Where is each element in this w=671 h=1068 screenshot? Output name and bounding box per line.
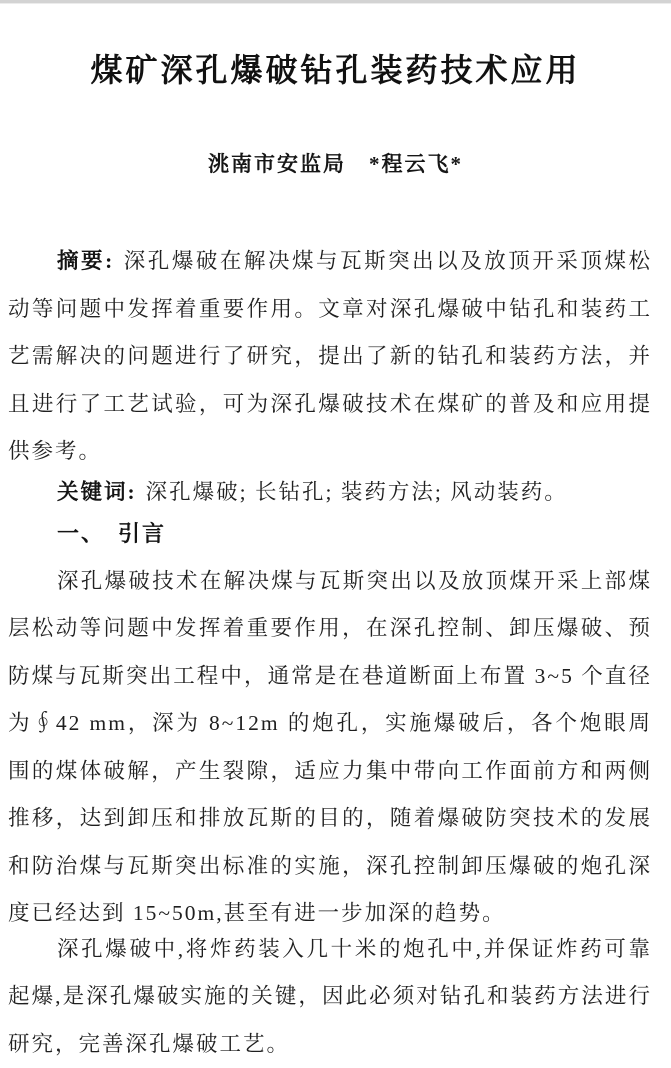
abstract-label: 摘要: [57, 249, 114, 273]
keywords-label: 关键词: [57, 480, 137, 504]
keywords-text: 深孔爆破; 长钻孔; 装药方法; 风动装药。 [146, 480, 568, 504]
abstract-text: 深孔爆破在解决煤与瓦斯突出以及放顶开采顶煤松动等问题中发挥着重要作用。文章对深孔爆破中钻孔和装药工艺需解决的问题进行了研究，提出了新的钻孔和装药方法，并且进行了工艺试验，可为深孔爆破技术在煤矿的普及和应用提供参考。 [8, 249, 652, 463]
intro-paragraph-2: 深孔爆破中,将炸药装入几十米的炮孔中,并保证炸药可靠起爆,是深孔爆破实施的关键，因此必须对钻孔和装药方法进行研究，完善深孔爆破工艺。 [8, 926, 652, 1068]
abstract-paragraph [8, 238, 652, 476]
window-top-edge [0, 0, 671, 4]
section-heading-introduction: 一、 引言 [8, 510, 652, 558]
page-title: 煤矿深孔爆破钻孔装药技术应用 [0, 51, 671, 89]
author-line: 洮南市安监局 *程云飞* [0, 152, 671, 176]
keywords-paragraph [8, 469, 652, 517]
document-body [8, 238, 652, 1068]
intro-paragraph-1: 深孔爆破技术在解决煤与瓦斯突出以及放顶煤开采上部煤层松动等问题中发挥着重要作用，在深孔控制、卸压爆破、预防煤与瓦斯突出工程中，通常是在巷道断面上布置 3~5 个直径为∮42 mm，深为 8~12m 的炮孔，实施爆破后，各个炮眼周围的煤体破解，产生裂隙，适应力集中带向工作面前方和两侧推移，达到卸压和排放瓦斯的目的，随着爆破防突技术的发展和防治煤与瓦斯突出标准的实施，深孔控制卸压爆破的炮孔深度已经达到 15~50m,甚至有进一步加深的趋势。 [8, 558, 652, 938]
